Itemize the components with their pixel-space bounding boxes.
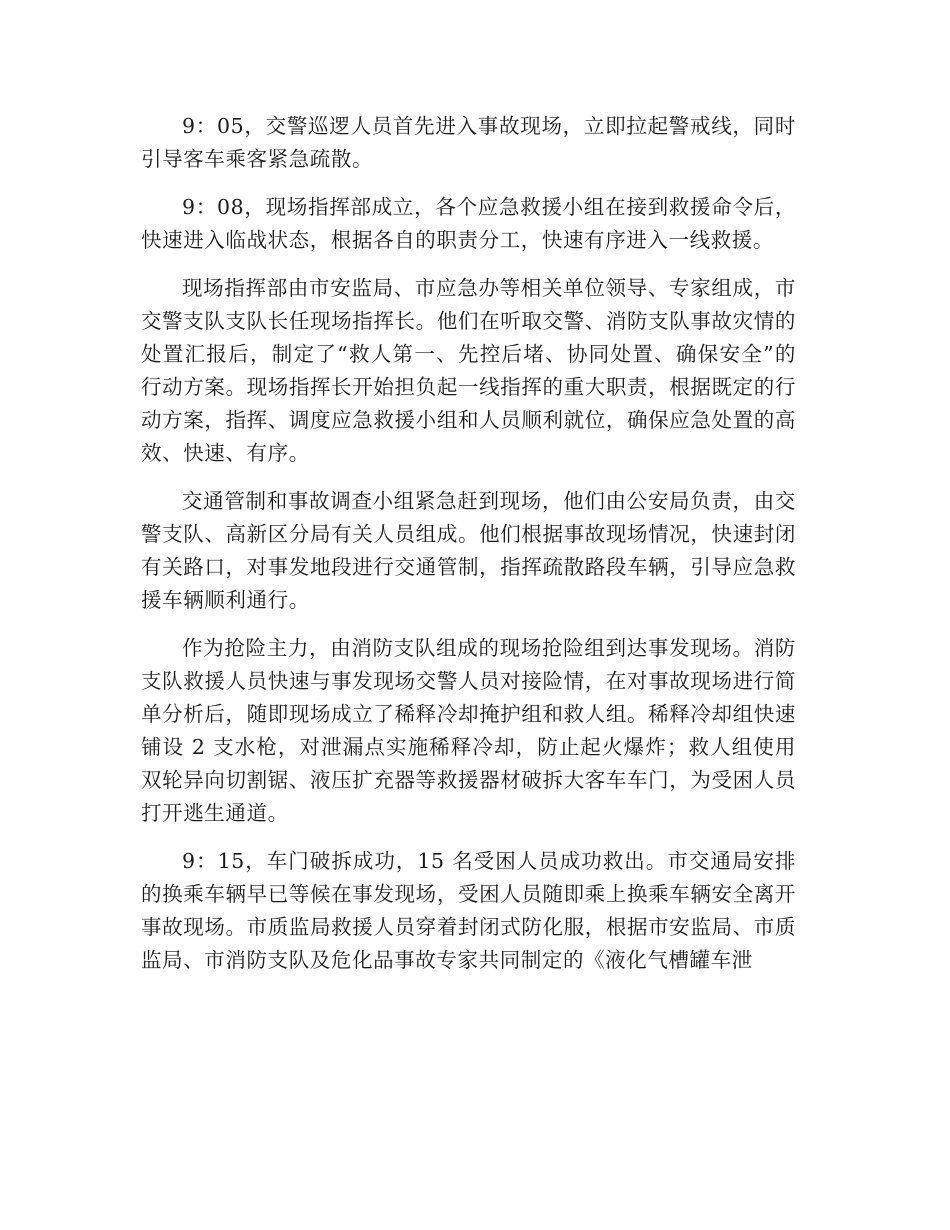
paragraph-1: 9：05，交警巡逻人员首先进入事故现场，立即拉起警戒线，同时引导客车乘客紧急疏散。 <box>141 114 796 171</box>
paragraph-5: 作为抢险主力，由消防支队组成的现场抢险组到达事发现场。消防支队救援人员快速与事发现场交警人员对接险情，在对事故现场进行简单分析后，随即现场成立了稀释冷却掩护组和救人组。稀释冷却组快速铺设 2 支水枪，对泄漏点实施稀释冷却，防止起火爆炸；救人组使用双轮异向切割锯、液压扩充器等救援器材破拆大客车车门，为受困人员打开逃生通道。 <box>141 636 796 825</box>
paragraph-4: 交通管制和事故调查小组紧急赶到现场，他们由公安局负责，由交警支队、高新区分局有关人员组成。他们根据事故现场情况，快速封闭有关路口，对事发地段进行交通管制，指挥疏散路段车辆，引导应急救援车辆顺利通行。 <box>141 489 796 612</box>
paragraph-6: 9：15，车门破拆成功，15 名受困人员成功救出。市交通局安排的换乘车辆早已等候在事发现场，受困人员随即乘上换乘车辆安全离开事故现场。市质监局救援人员穿着封闭式防化服，根据市安监局、市质监局、市消防支队及危化品事故专家共同制定的《液化气槽罐车泄 <box>141 849 796 972</box>
document-body <box>141 110 796 992</box>
paragraph-2: 9：08，现场指挥部成立，各个应急救援小组在接到救援命令后，快速进入临战状态，根据各自的职责分工，快速有序进入一线救援。 <box>141 195 796 252</box>
paragraph-3: 现场指挥部由市安监局、市应急办等相关单位领导、专家组成，市交警支队支队长任现场指挥长。他们在听取交警、消防支队事故灾情的处置汇报后，制定了“救人第一、先控后堵、协同处置、确保安全”的行动方案。现场指挥长开始担负起一线指挥的重大职责，根据既定的行动方案，指挥、调度应急救援小组和人员顺利就位，确保应急处置的高效、快速、有序。 <box>141 276 796 465</box>
